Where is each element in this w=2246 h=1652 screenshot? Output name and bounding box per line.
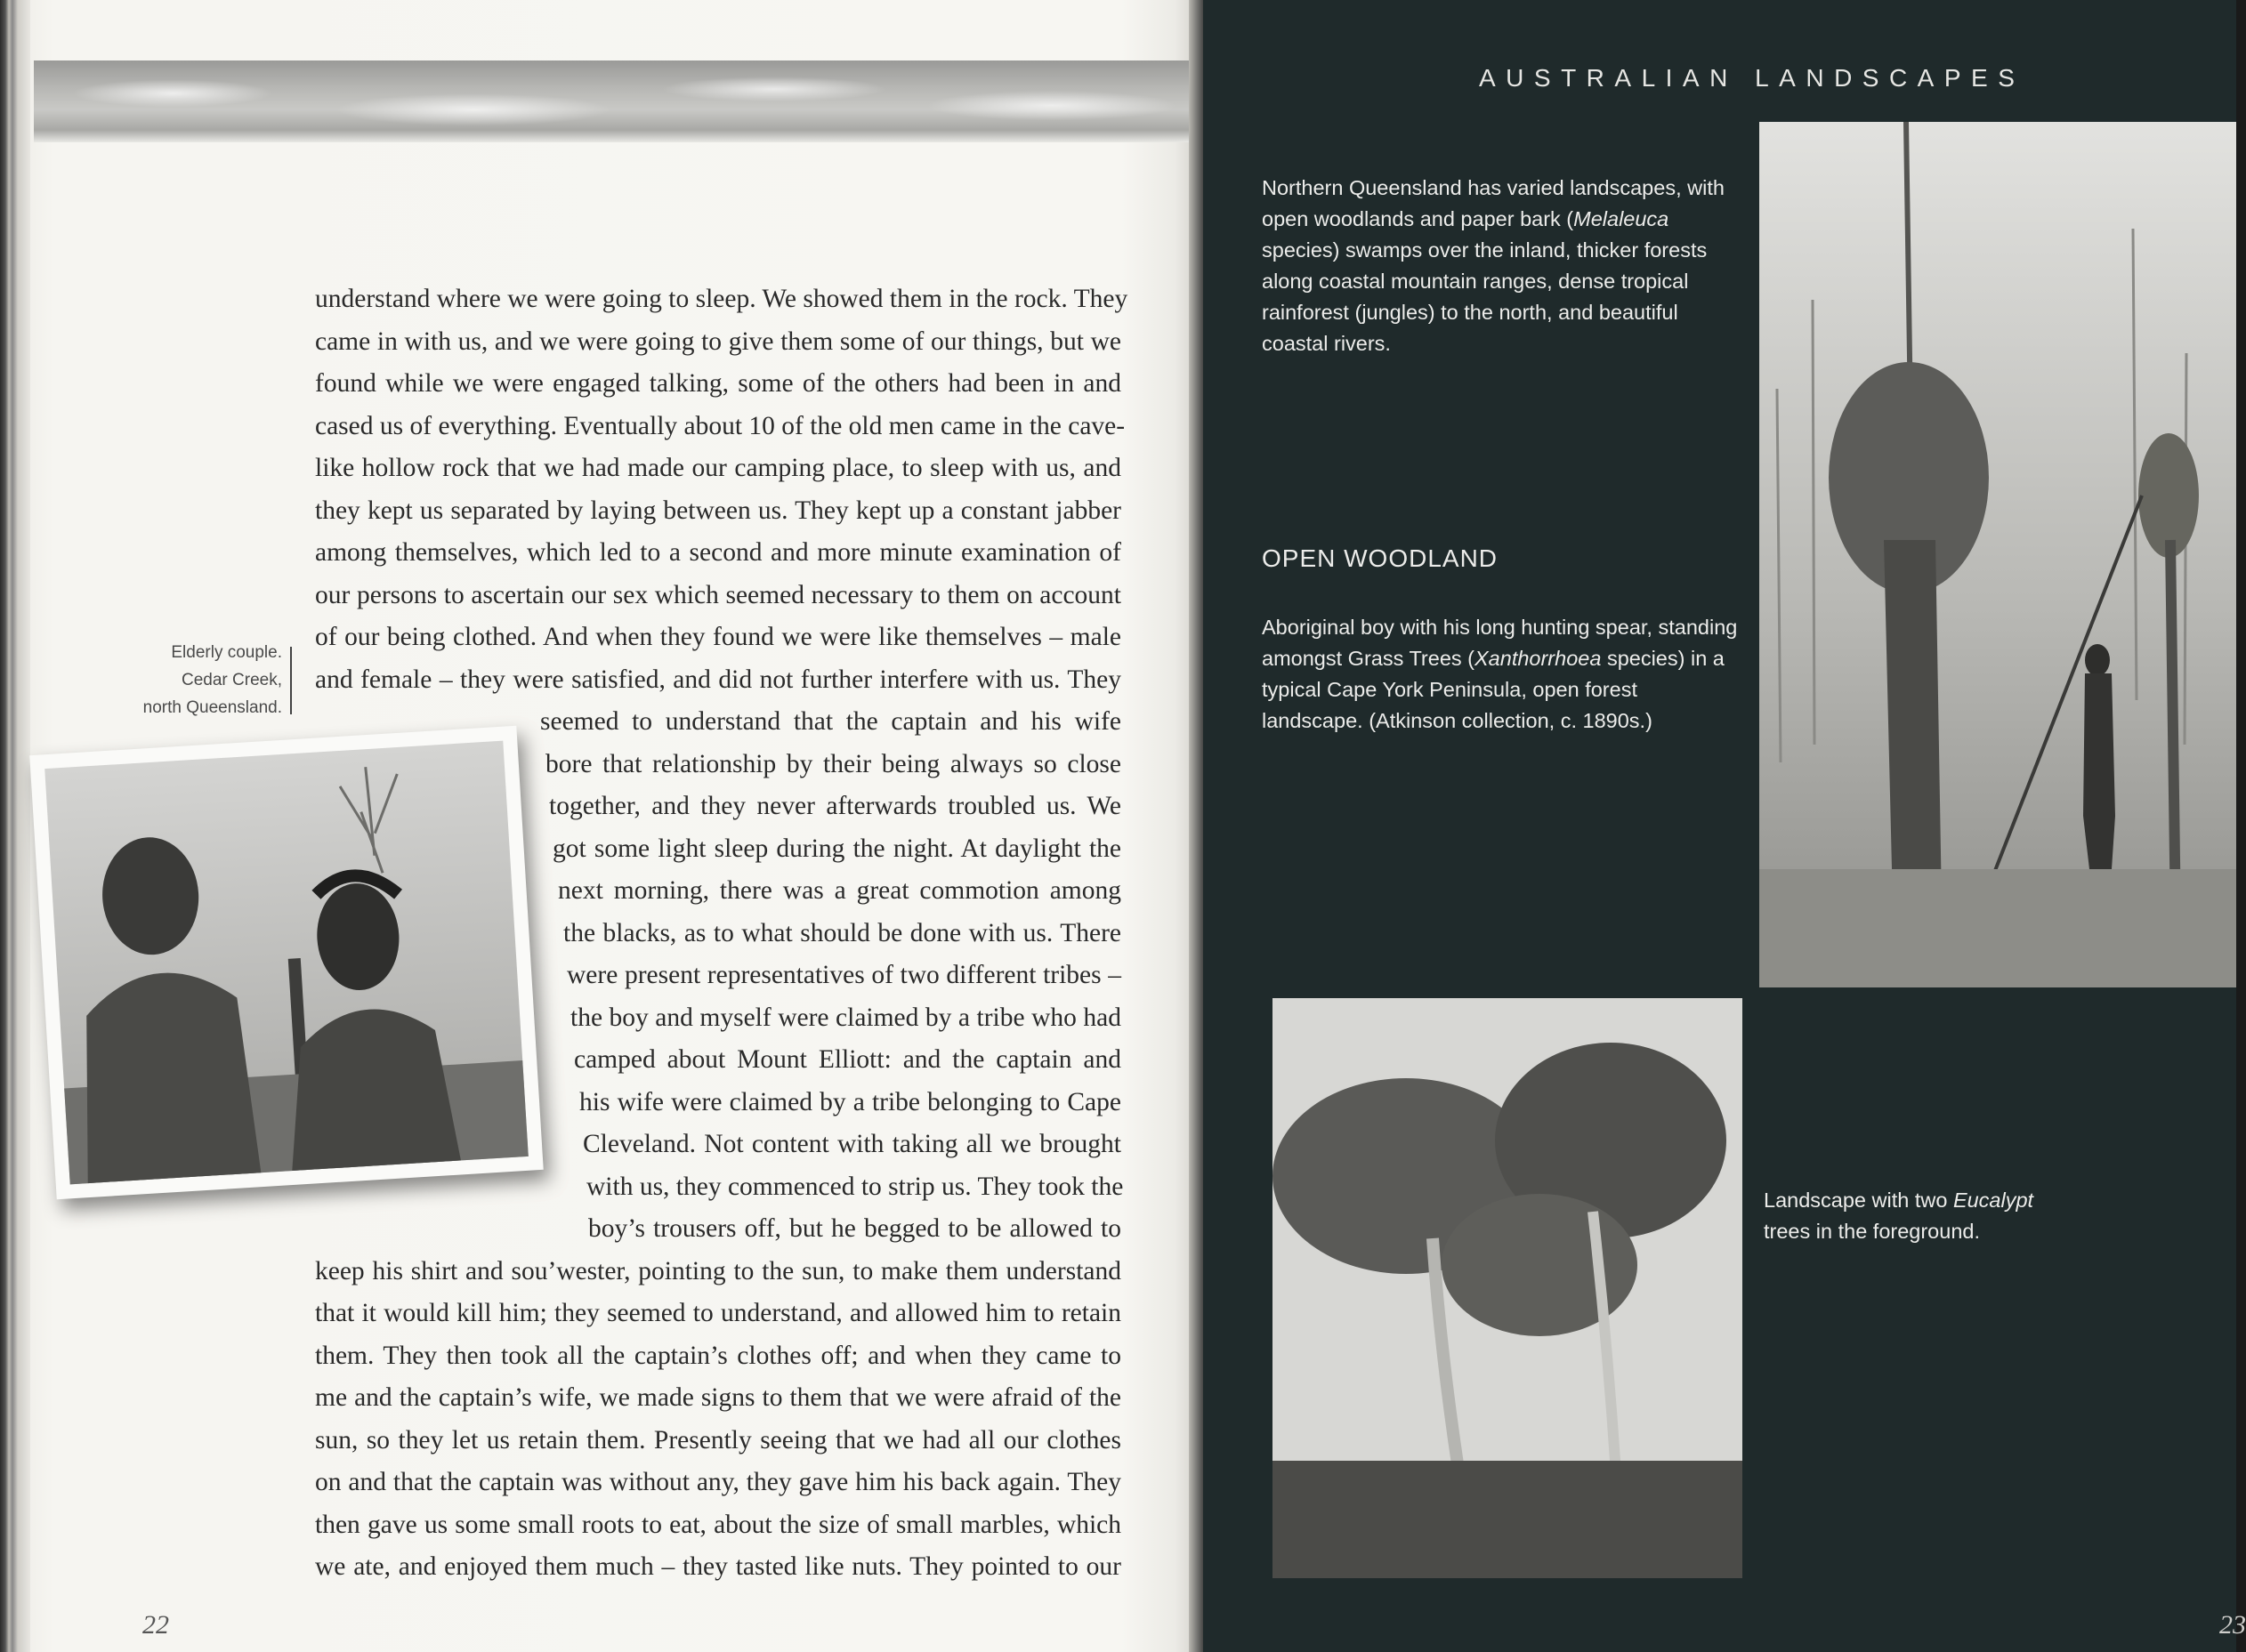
section-title: AUSTRALIAN LANDSCAPES	[1479, 64, 2025, 92]
text: species) swamps over the inland, thicker forests along coastal mountain ranges, dense tropical rainforest (jungles) to the north, and beautiful coastal rivers.	[1262, 238, 1708, 355]
intro-paragraph	[1262, 173, 1742, 359]
body-text-line: then gave us some small roots to eat, about the size of small marbles, which	[315, 1510, 1121, 1539]
body-text-line: boy’s trousers off, but he begged to be allowed to	[588, 1214, 1121, 1243]
body-text-line: sun, so they let us retain them. Presently seeing that we had all our clothes	[315, 1425, 1121, 1455]
body-text-line: understand where we were going to sleep. We showed them in the rock. They	[315, 285, 1128, 313]
caption-line: north Queensland.	[142, 698, 282, 717]
eucalypt-caption	[1764, 1185, 2057, 1247]
body-text-line: were present representatives of two different tribes –	[567, 961, 1121, 989]
caption-line: Cedar Creek,	[182, 671, 282, 689]
photo-frame	[29, 726, 544, 1200]
body-text-line: came in with us, and we were going to give them some of our things, but we	[315, 326, 1121, 356]
body-text-line: Cleveland. Not content with taking all we brought	[583, 1130, 1121, 1158]
page-number: 22	[142, 1610, 169, 1640]
grass-trees-photo	[1759, 122, 2236, 987]
text: Landscape with two	[1764, 1189, 1953, 1212]
body-text-line: our persons to ascertain our sex which seemed necessary to them on account	[315, 580, 1121, 609]
body-text-line: the blacks, as to what should be done with us. There	[563, 918, 1121, 947]
right-page	[1203, 0, 2246, 1652]
italic-term: Xanthorrhoea	[1474, 647, 1602, 670]
body-text-line: together, and they never afterwards troubled us. We	[549, 792, 1121, 820]
caption-line: Elderly couple.	[171, 643, 282, 662]
body-text-line: keep his shirt and sou’wester, pointing to the sun, to make them understand	[315, 1256, 1121, 1285]
body-text-line: seemed to understand that the captain and his wife	[540, 707, 1121, 736]
body-text-line: on and that the captain was without any, they gave him his back again. They	[315, 1468, 1121, 1496]
body-text-line: the boy and myself were claimed by a tribe who had	[570, 1003, 1121, 1032]
photo-caption	[140, 639, 282, 721]
body-text-line: bore that relationship by their being always so close	[545, 749, 1121, 778]
eucalypt-trees-photo	[1272, 998, 1742, 1578]
italic-term: Eucalypt	[1952, 1189, 2034, 1212]
body-text-line: cased us of everything. Eventually about 10 of the old men came in the cave-	[315, 411, 1126, 440]
text: Aboriginal boy with his long hunting spear, standing amongst Grass Trees (	[1262, 616, 1738, 670]
body-text-line: we ate, and enjoyed them much – they tasted like nuts. They pointed to our	[315, 1552, 1121, 1581]
italic-term: Melaleuca	[1573, 207, 1669, 230]
page-number: 23	[2219, 1610, 2246, 1640]
body-text-line: me and the captain’s wife, we made signs to them that we were afraid of the	[315, 1383, 1121, 1412]
body-text-line: them. They then took all the captain’s clothes off; and when they came to	[315, 1341, 1121, 1370]
body-text-line: camped about Mount Elliott: and the captain and	[574, 1045, 1121, 1074]
cloud-banner-image	[34, 60, 1191, 142]
page-edge	[0, 0, 30, 1652]
grass-trees-caption	[1262, 612, 1742, 737]
body-text-line: they kept us separated by laying between us. They kept up a constant jabber	[315, 496, 1121, 525]
body-text-line: among themselves, which led to a second and more minute examination of	[315, 538, 1121, 567]
section-heading: OPEN WOODLAND	[1262, 544, 1499, 572]
body-text-line: his wife were claimed by a tribe belonging to Cape	[579, 1087, 1121, 1116]
body-text-line: of our being clothed. And when they found we were like themselves – male	[315, 623, 1121, 651]
caption-rule	[290, 647, 292, 714]
text: trees in the foreground.	[1764, 1220, 1980, 1243]
body-text-line: like hollow rock that we had made our camping place, to sleep with us, and	[315, 454, 1121, 482]
text: Northern Queensland has varied landscapes, with open woodlands and paper bark (	[1262, 176, 1725, 230]
body-text-line: found while we were engaged talking, some of the others had been in and	[315, 369, 1121, 398]
body-text-line: next morning, there was a great commotion among	[558, 876, 1121, 905]
body-text-line: with us, they commenced to strip us. They took the	[586, 1172, 1124, 1201]
body-text-line: got some light sleep during the night. At daylight the	[553, 834, 1121, 863]
elderly-couple-photo	[44, 741, 529, 1185]
body-text-line: that it would kill him; they seemed to understand, and allowed him to retain	[315, 1299, 1121, 1327]
body-text-line: and female – they were satisfied, and did not further interfere with us. They	[315, 665, 1121, 694]
text: species) in a typical Cape York Peninsula, open forest landscape. (Atkinson collection, c. 1890s.)	[1262, 647, 1725, 732]
